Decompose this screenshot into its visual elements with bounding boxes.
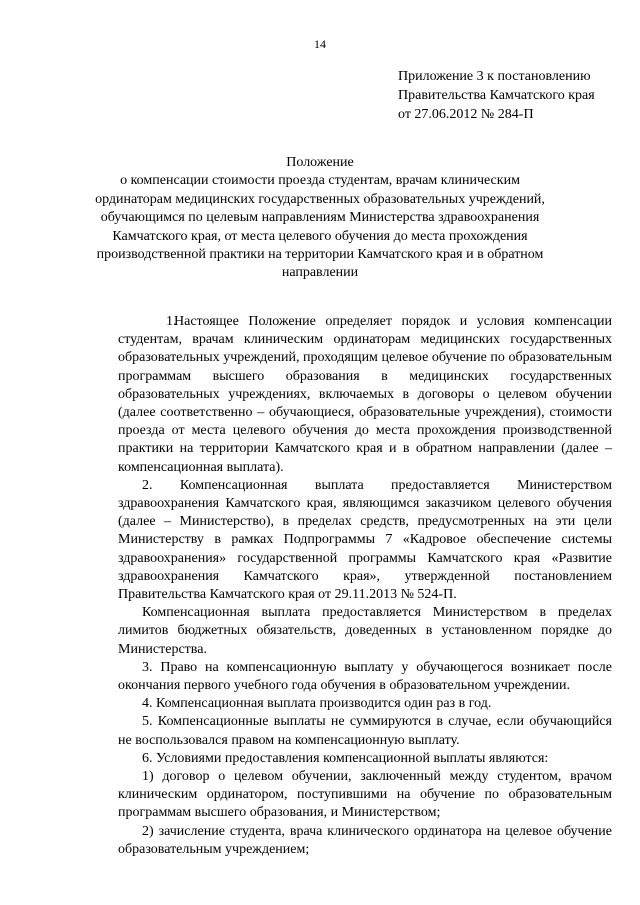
paragraph: 4. Компенсационная выплата производится один раз в год. <box>142 696 492 712</box>
paragraph: 1) договор о целевом обучении, заключенный между студентом, врачом клиническим ординатором, поступившими на обучение по образовательным программам высшего образования, и Министерством; <box>118 769 612 821</box>
appendix-reference <box>398 67 628 124</box>
paragraph-text: Настоящее Положение определяет порядок и условия компенсации студентам, врачам клиническим ординаторам медицинских государственных образовательных учреждений, проходящим целевое обучение по образовательным программам высшего образования в медицинских государственных образовательных учреждениях, включаемых в договоры о целевом обучении (далее соответственно – обучающиеся, образовательные учреждения), стоимости проезда от места целевого обучения до места прохождения производственной практики на территории Камчатского края и в обратном направлении (далее – компенсационная выплата). <box>118 314 612 475</box>
paragraph: 3. Право на компенсационную выплату у обучающегося возникает после окончания первого учебного года обучения в образовательном учреждении. <box>118 659 612 694</box>
document-title <box>90 154 550 283</box>
paragraph: 6. Условиями предоставления компенсационной выплаты являются: <box>142 750 549 766</box>
paragraph: 2. Компенсационная выплата предоставляется Министерством здравоохранения Камчатского края, являющимся заказчиком целевого обучения (далее – Министерство), в пределах средств, предусмотренных на эти цели Министерству в рамках Подпрограммы 7 «Кадровое обеспечение системы здравоохранения» государственной программы Камчатского края «Развитие здравоохранения Камчатского края», утвержденной постановлением Правительства Камчатского края от 29.11.2013 № 524-П. <box>118 477 612 603</box>
page-number: 14 <box>314 37 326 51</box>
appendix-line: Правительства Камчатского края <box>398 88 595 103</box>
title-heading: Положение <box>286 155 354 170</box>
paragraph-number: 1. <box>166 314 177 329</box>
paragraph: 2) зачисление студента, врача клинического ординатора на целевое обучение образовательным учреждением; <box>118 823 612 857</box>
document-body <box>118 313 612 859</box>
appendix-line: от 27.06.2012 № 284-П <box>398 107 534 122</box>
paragraph: 5. Компенсационные выплаты не суммируются в случае, если обучающийся не воспользовался правом на компенсационную выплату. <box>118 714 612 748</box>
appendix-line: Приложение 3 к постановлению <box>398 69 591 84</box>
paragraph <box>118 313 612 477</box>
paragraph: Компенсационная выплата предоставляется Министерством в пределах лимитов бюджетных обязательств, доведенных в установленном порядке до Министерства. <box>118 605 612 657</box>
title-text: о компенсации стоимости проезда студентам, врачам клиническим ординаторам медицинских государственных образовательных учреждений, обучающимся по целевым направлениям Министерства здравоохранения Камчатского края, от места целевого обучения до места прохождения производственной практики на территории Камчатского края и в обратном направлении <box>95 173 545 281</box>
